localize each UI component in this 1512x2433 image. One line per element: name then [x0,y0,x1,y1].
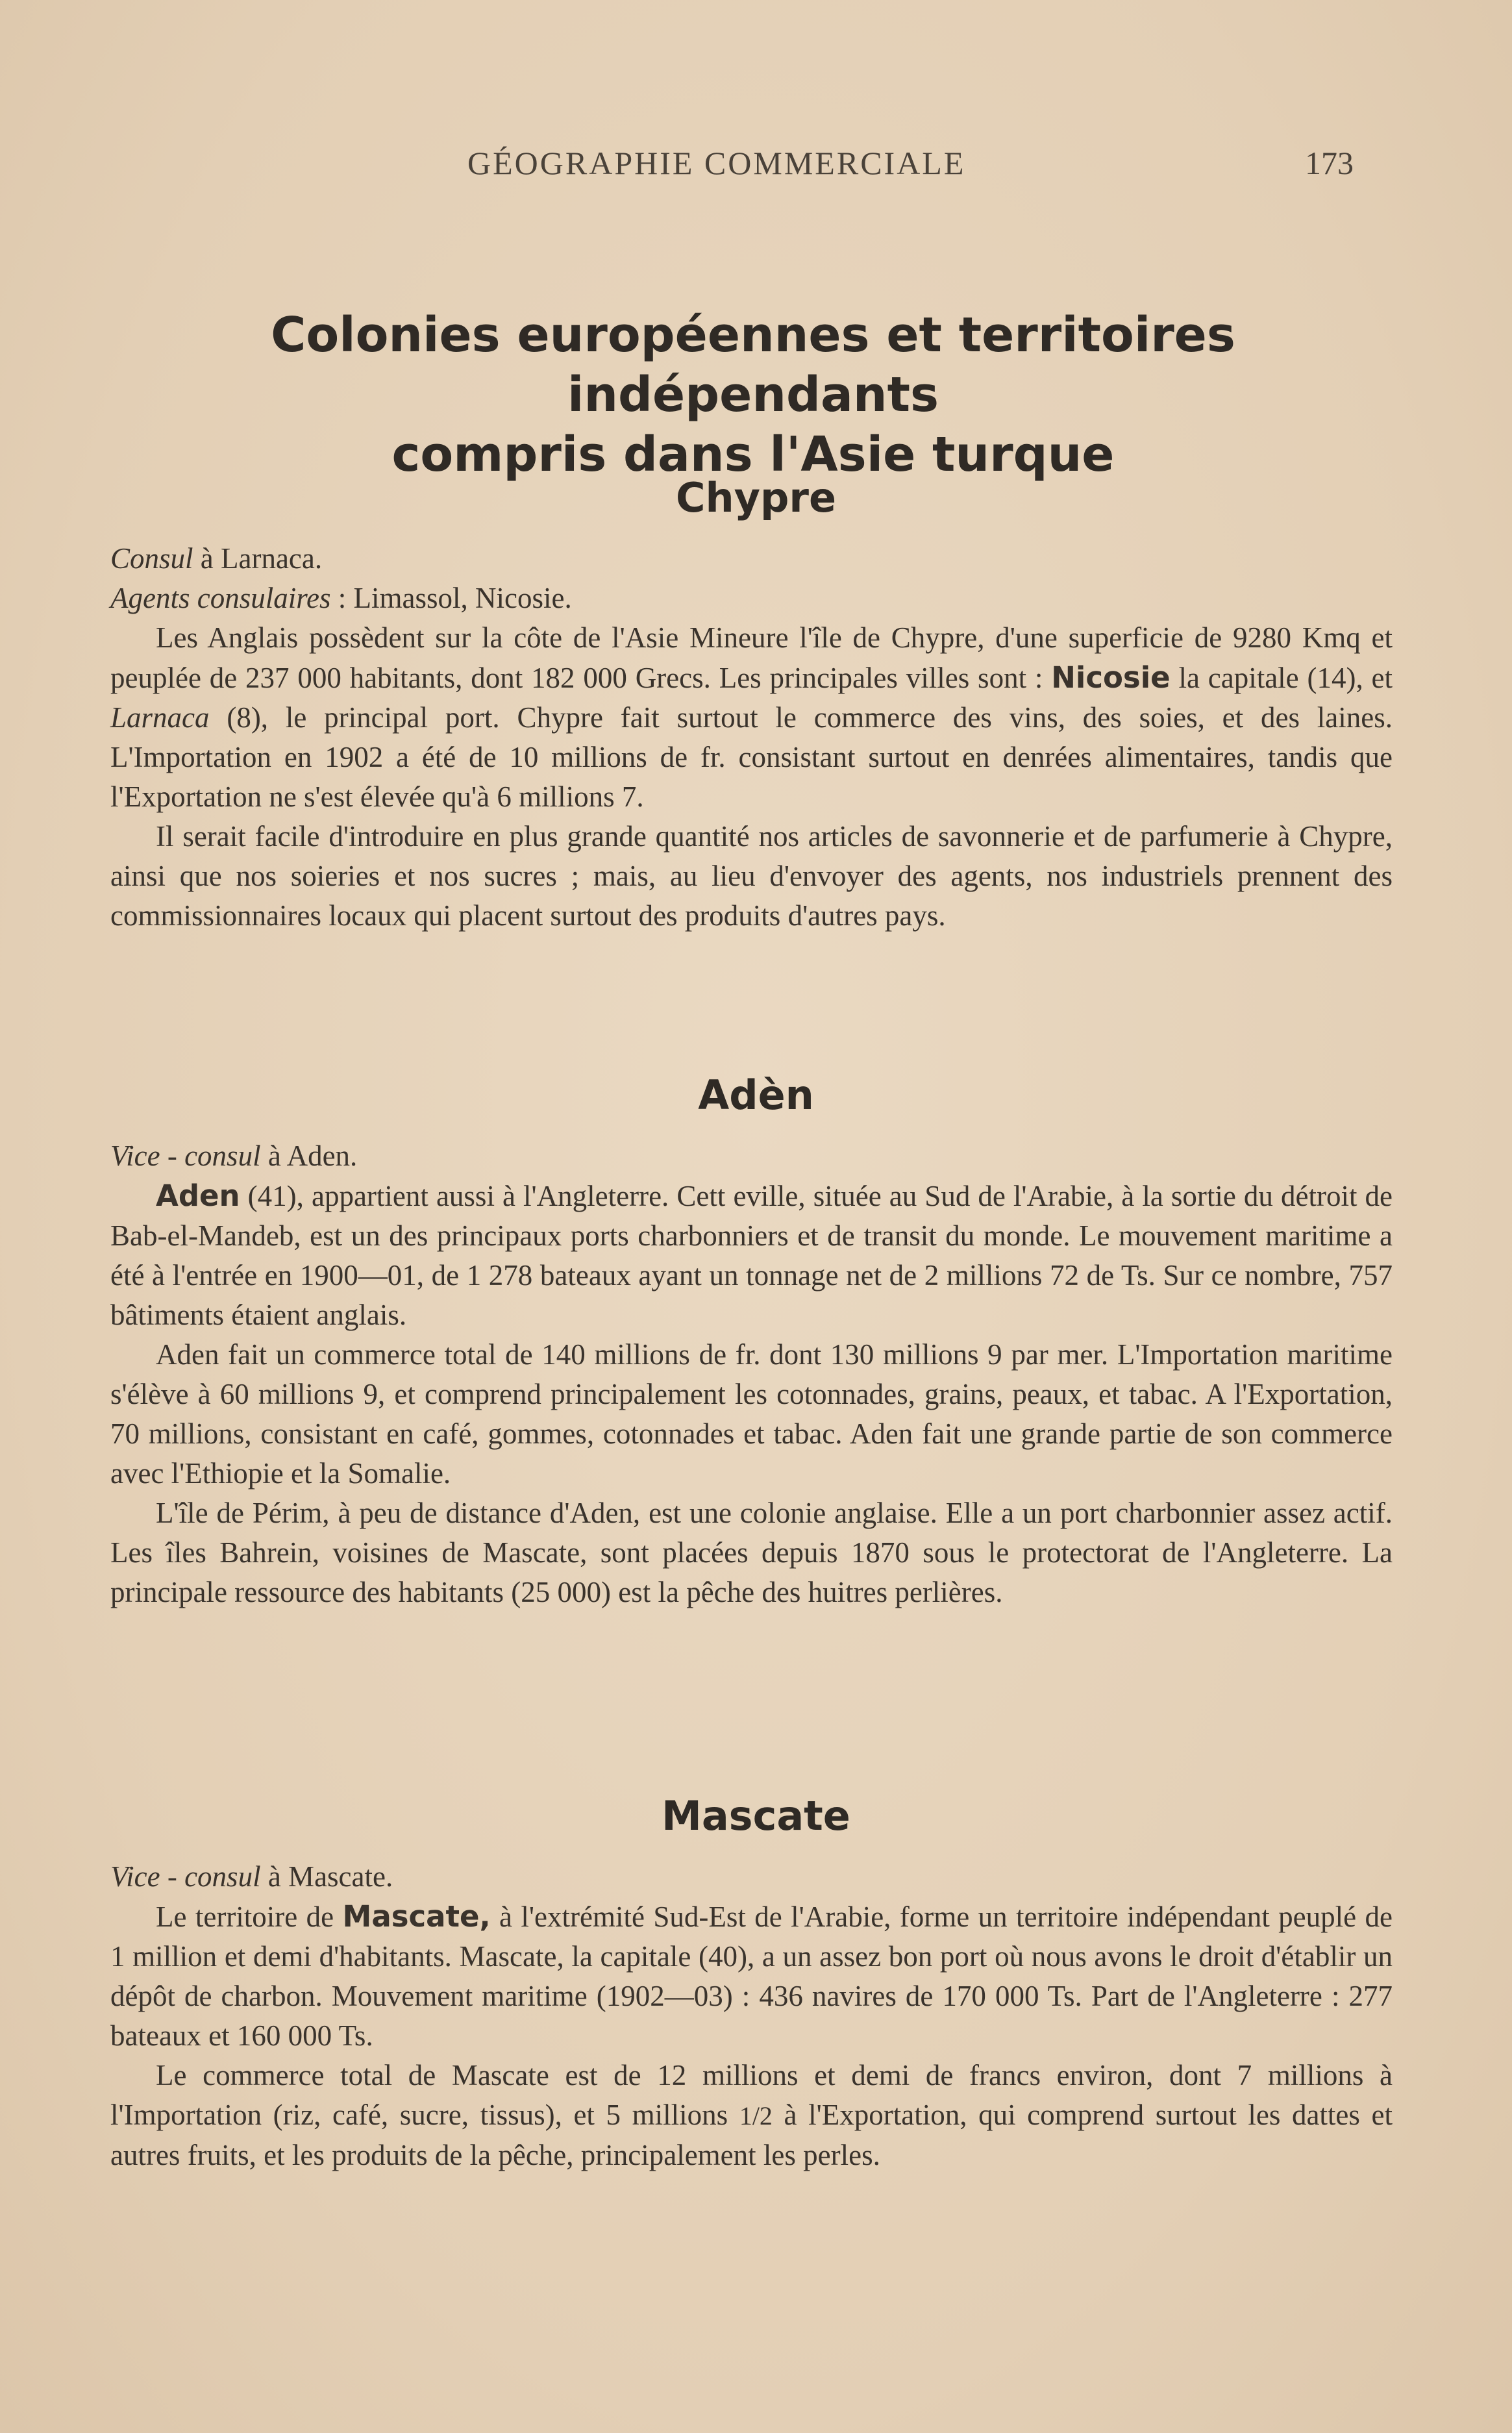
fraction: 1/2 [739,2101,773,2130]
page-number: 173 [1305,145,1354,181]
text-run: à l'Exportation, qui comprend surtout les dattes et autres fruits, et les produits de la pêche, principalement les perles. [110,2099,1393,2171]
text-run: (8), le principal port. Chypre fait surtout le commerce des vins, des soies, et des laines. L'Importation en 1902 a été de 10 millions de fr. consistant surtout en denrées alimentaires, tandis que l'Exportation ne s'est élevée qu'à 6 millions 7. [110,701,1393,813]
consul-line [110,539,1393,579]
paragraph [110,2056,1393,2175]
section-chypre [110,539,1393,936]
text-run: la capitale (14), et [1170,662,1393,694]
section-heading-aden: Adèn [698,1071,814,1119]
city-name: Aden [156,1179,240,1213]
running-head: GÉOGRAPHIE COMMERCIALE [467,145,966,181]
text-run: Le commerce total de Mascate est de 12 millions et demi de francs environ, dont 7 millions à l'Importation (riz, café, sucre, tissus), et 5 millions [110,2059,1393,2131]
text-run: Le territoire de [156,1901,343,1933]
consul-line [110,1136,1393,1176]
paragraph [110,1897,1393,2056]
agents-line [110,579,1393,618]
section-heading-mascate: Mascate [662,1792,850,1840]
main-title [104,305,1402,484]
paragraph [110,618,1393,817]
section-mascate [110,1857,1393,2175]
text-run: à l'extrémité Sud-Est de l'Arabie, forme un territoire indépendant peuplé de 1 million et demi d'habitants. Mascate, la capitale (40), a un assez bon port où nous avons le droit d'établir un dépôt de charbon. Mouvement maritime (1902—03) : 436 navires de 170 000 Ts. Part de l'Angleterre : 277 bateaux et 160 000 Ts. [110,1901,1393,2052]
city-name: Mascate, [342,1899,491,1934]
paragraph [110,1176,1393,1335]
consul-label: Vice - consul [110,1860,261,1893]
section-heading-chypre: Chypre [675,474,837,521]
consul-label: Vice - consul [110,1140,261,1172]
section-aden [110,1136,1393,1612]
consul-line [110,1857,1393,1897]
agents-label: Agents consulaires [110,582,331,614]
paragraph: Aden fait un commerce total de 140 millions de fr. dont 130 millions 9 par mer. L'Importation maritime s'élève à 60 millions 9, et comprend principalement les cotonnades, grains, peaux, et tabac. A l'Exportation, 70 millions, consistant en café, gommes, cotonnades et tabac. Aden fait une grande partie de son commerce avec l'Ethiopie et la Somalie. [110,1338,1393,1490]
city-name: Larnaca [110,701,210,734]
consul-location: à Aden. [260,1140,358,1172]
agents-locations: : Limassol, Nicosie. [330,582,572,614]
consul-location: à Mascate. [260,1860,393,1893]
main-title-line-1: Colonies européennes et territoires indépendants [271,307,1235,423]
text-run: (41), appartient aussi à l'Angleterre. Cett eville, située au Sud de l'Arabie, à la sortie du détroit de Bab-el-Mandeb, est un des principaux ports charbonniers et de transit du monde. Le mouvement maritime a été à l'entrée en 1900—01, de 1 278 bateaux ayant un tonnage net de 2 millions 72 de Ts. Sur ce nombre, 757 bâtiments étaient anglais. [110,1180,1393,1331]
paragraph: Il serait facile d'introduire en plus grande quantité nos articles de savonnerie et de parfumerie à Chypre, ainsi que nos soieries et nos sucres ; mais, au lieu d'envoyer des agents, nos industriels prennent des commissionnaires locaux qui placent surtout des produits d'autres pays. [110,820,1393,932]
main-title-line-2: compris dans l'Asie turque [391,427,1115,482]
text-run: Les Anglais possèdent sur la côte de l'Asie Mineure l'île de Chypre, d'une superficie de 9280 Kmq et peuplée de 237 000 habitants, dont 182 000 Grecs. Les principales villes sont : [110,621,1393,694]
consul-location: à Larnaca. [193,542,323,575]
paragraph: L'île de Périm, à peu de distance d'Aden, est une colonie anglaise. Elle a un port charbonnier assez actif. Les îles Bahrein, voisines de Mascate, sont placées depuis 1870 sous le protectorat de l'Angleterre. La principale ressource des habitants (25 000) est la pêche des huitres perlières. [110,1497,1393,1608]
consul-label: Consul [110,542,193,575]
city-name: Nicosie [1051,660,1171,695]
